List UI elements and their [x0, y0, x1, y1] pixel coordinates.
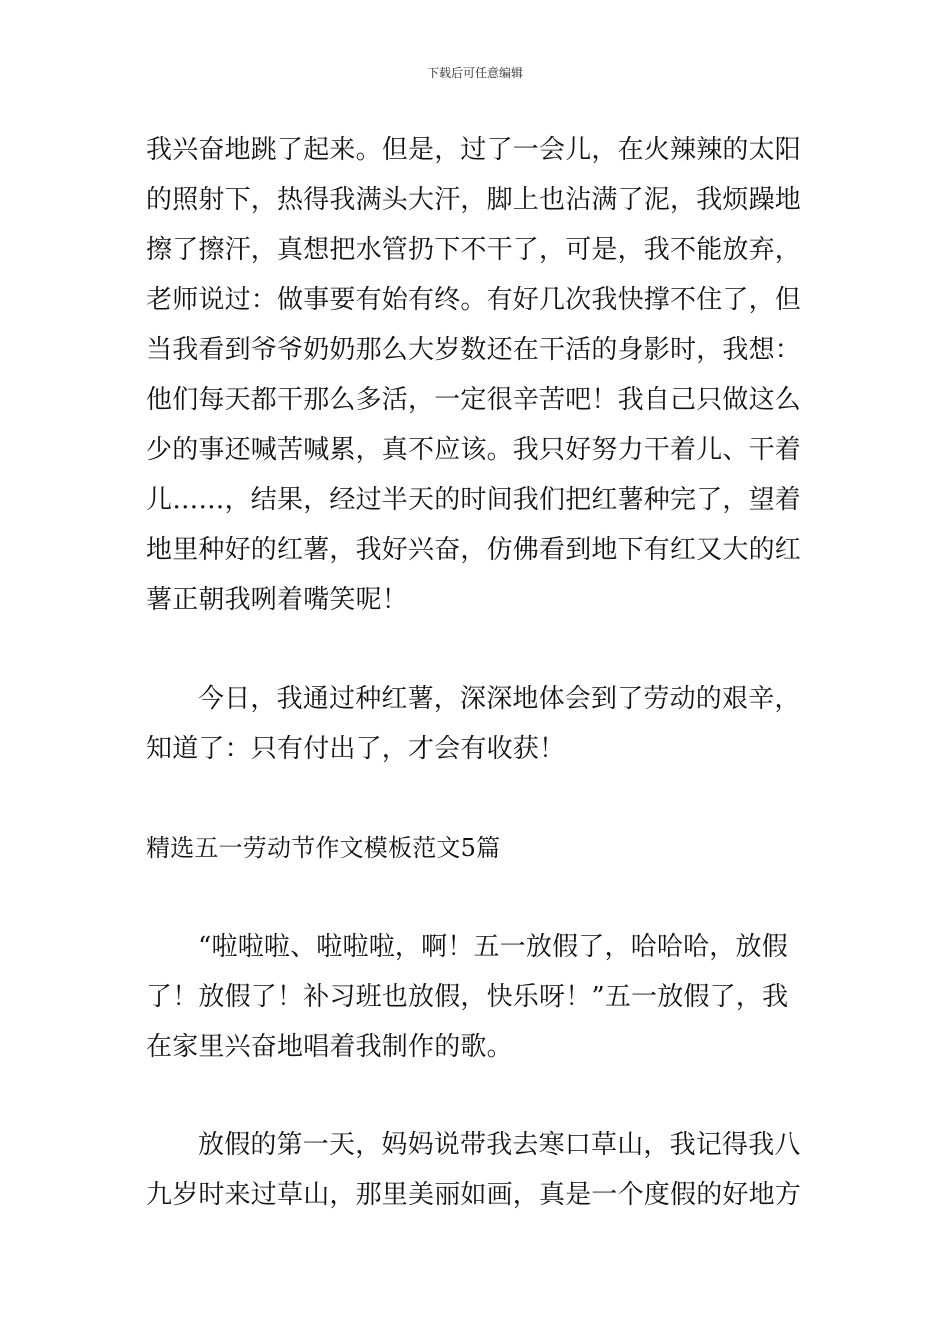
body-line: 我兴奋地跳了起来。但是，过了一会儿，在火辣辣的太阳	[146, 135, 802, 165]
body-line: 薯正朝我咧着嘴笑呢！	[146, 585, 409, 615]
body-line: 擦了擦汗，真想把水管扔下不干了，可是，我不能放弃，	[146, 235, 802, 265]
paragraph-first-line: “啦啦啦、啦啦啦，啊！五一放假了，哈哈哈，放假	[198, 932, 788, 962]
body-line: 九岁时来过草山，那里美丽如画，真是一个度假的好地方	[146, 1180, 802, 1210]
section-title: 精选五一劳动节作文模板范文5篇	[146, 834, 501, 862]
body-line: 了！放假了！补习班也放假，快乐呀！”五一放假了，我	[146, 982, 789, 1012]
body-line: 老师说过：做事要有始有终。有好几次我快撑不住了，但	[146, 285, 802, 315]
body-line: 知道了：只有付出了，才会有收获！	[146, 734, 566, 764]
body-line: 他们每天都干那么多活，一定很辛苦吧！我自己只做这么	[146, 385, 802, 415]
body-line: 少的事还喊苦喊累，真不应该。我只好努力干着儿、干着	[146, 435, 802, 465]
body-line: 在家里兴奋地唱着我制作的歌。	[146, 1032, 513, 1062]
body-line: 当我看到爷爷奶奶那么大岁数还在干活的身影时，我想：	[146, 335, 802, 365]
body-line: 儿……，结果，经过半天的时间我们把红薯种完了，望着	[146, 485, 802, 515]
paragraph-first-line: 放假的第一天，妈妈说带我去寒口草山，我记得我八	[198, 1130, 801, 1160]
body-line: 地里种好的红薯，我好兴奋，仿佛看到地下有红又大的红	[146, 535, 802, 565]
paragraph-first-line: 今日，我通过种红薯，深深地体会到了劳动的艰辛，	[198, 684, 801, 714]
body-line: 的照射下，热得我满头大汗，脚上也沾满了泥，我烦躁地	[146, 185, 802, 215]
page-header: 下载后可任意编辑	[426, 66, 523, 80]
